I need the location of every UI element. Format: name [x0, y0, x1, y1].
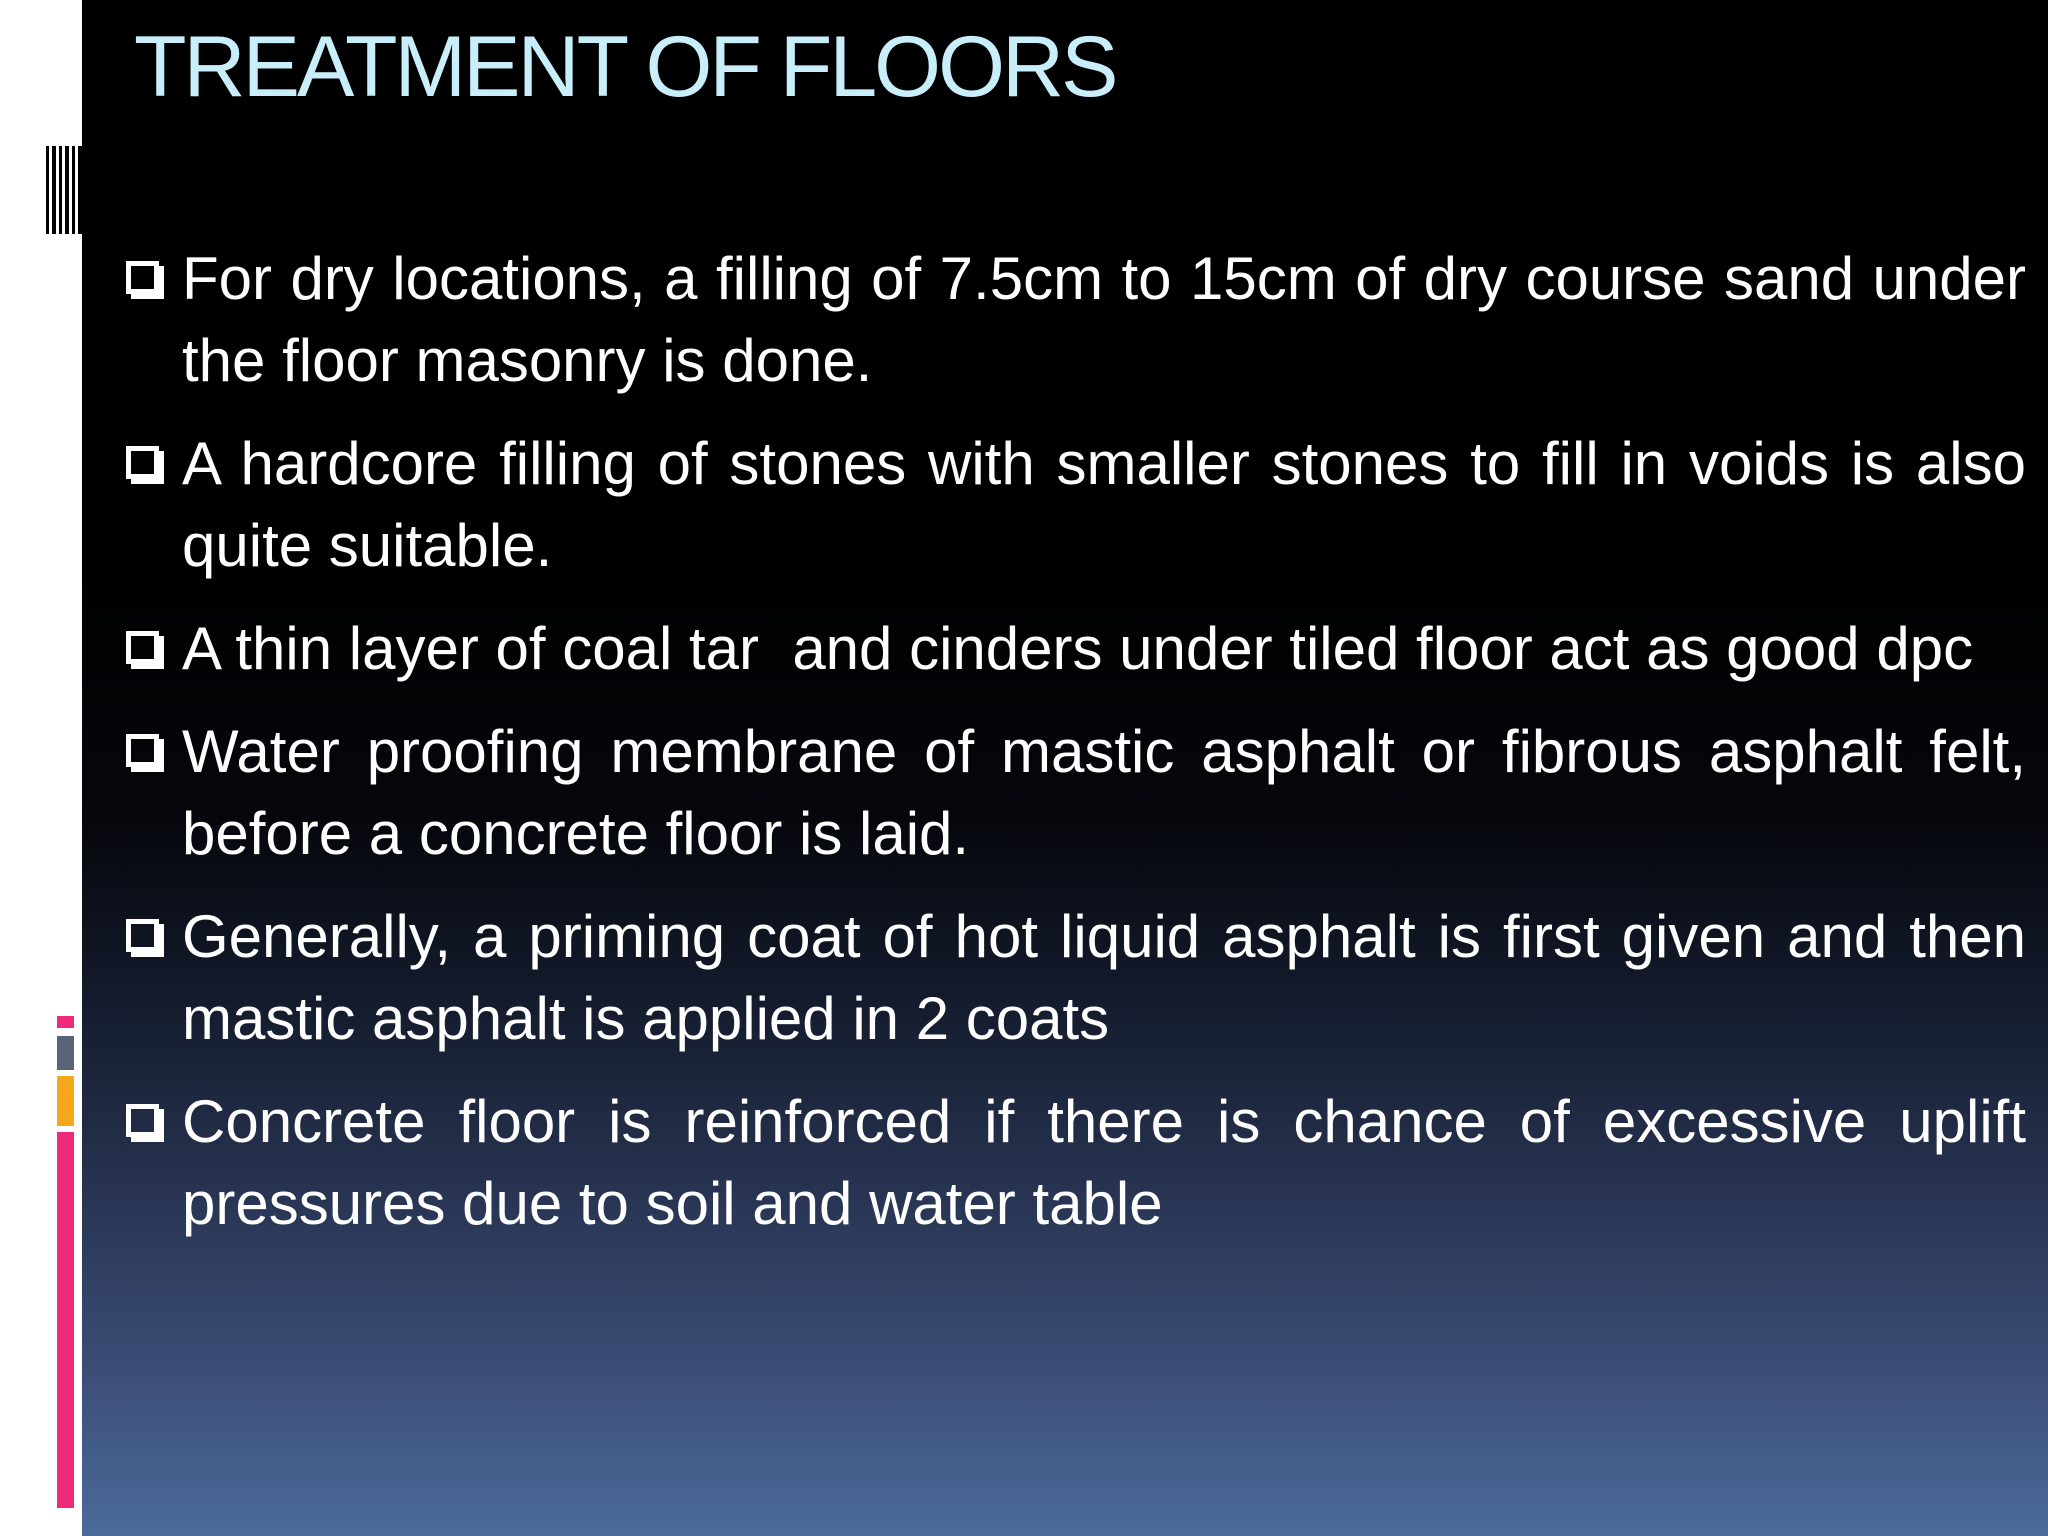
bullet-text: Generally, a priming coat of hot liquid asphalt is first given and then mastic asphalt is applied in 2 coats [182, 903, 2026, 1052]
accent-bar-orange [57, 1076, 74, 1126]
bullet-text: Water proofing membrane of mastic asphalt or fibrous asphalt felt, before a concrete floor is laid. [182, 718, 2026, 867]
bullet-item [120, 608, 2026, 690]
bullet-list [120, 238, 2026, 1266]
bullet-item [120, 896, 2026, 1060]
accent-bar-pink-top [57, 1016, 74, 1028]
checkbox-square-icon [126, 631, 159, 664]
accent-bar-gray [57, 1036, 74, 1070]
decorative-lines [46, 146, 82, 234]
checkbox-square-icon [126, 261, 159, 294]
bullet-text: For dry locations, a filling of 7.5cm to 15cm of dry course sand under the floor masonry is done. [182, 245, 2026, 394]
bullet-item [120, 238, 2026, 402]
slide-title: TREATMENT OF FLOORS [134, 19, 1116, 115]
bullet-text: A hardcore filling of stones with smaller stones to fill in voids is also quite suitable. [182, 430, 2026, 579]
checkbox-square-icon [126, 919, 159, 952]
bullet-item [120, 711, 2026, 875]
checkbox-square-icon [126, 1104, 159, 1137]
bullet-item [120, 423, 2026, 587]
bullet-text: A thin layer of coal tar and cinders under tiled floor act as good dpc [182, 615, 1974, 682]
bullet-text: Concrete floor is reinforced if there is chance of excessive uplift pressures due to soil and water table [182, 1088, 2026, 1237]
checkbox-square-icon [126, 734, 159, 767]
left-margin [0, 0, 82, 1536]
accent-bar-pink [57, 1132, 74, 1508]
checkbox-square-icon [126, 446, 159, 479]
bullet-item [120, 1081, 2026, 1245]
